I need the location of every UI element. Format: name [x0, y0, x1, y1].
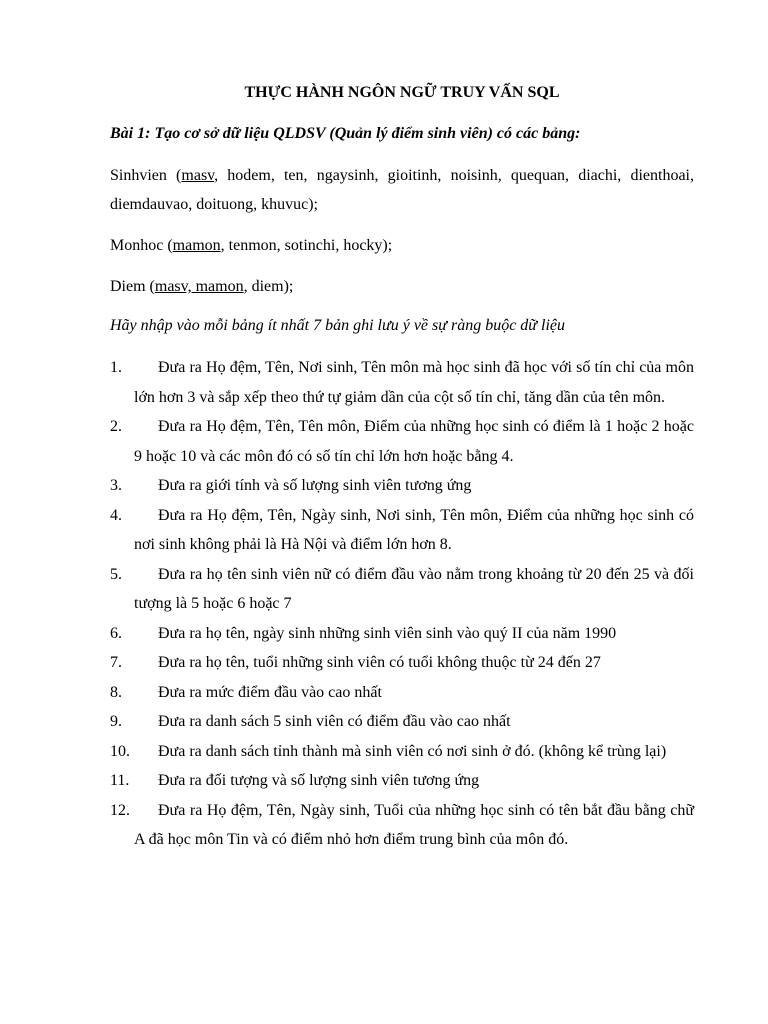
primary-key: mamon	[172, 237, 221, 254]
question-number: 9.	[110, 713, 122, 730]
question-text: Đưa ra họ tên sinh viên nữ có điểm đầu vào nằm trong khoảng từ 20 đến 25 và đối tượng là 5 hoặc 6 hoặc 7	[134, 565, 694, 612]
list-item	[110, 353, 694, 412]
list-item	[110, 737, 694, 767]
question-list	[110, 353, 694, 855]
list-item	[110, 560, 694, 619]
table-diem-definition: Diem (masv, mamon, diem);	[110, 278, 294, 295]
table-sinhvien-definition: Sinhvien (masv, hodem, ten, ngaysinh, gioitinh, noisinh, quequan, diachi, dienthoai, diemdauvao, doituong, khuvuc);	[110, 167, 695, 213]
list-item	[110, 678, 694, 708]
question-number: 6.	[110, 624, 122, 642]
table-name: Sinhvien	[110, 167, 167, 184]
list-item	[110, 619, 694, 649]
list-item	[110, 707, 694, 737]
question-text: Đưa ra danh sách 5 sinh viên có điểm đầu vào cao nhất	[158, 713, 511, 730]
question-number: 10.	[110, 742, 130, 760]
table-name: Monhoc	[110, 237, 164, 254]
table-columns: , tenmon, sotinchi, hocky);	[220, 237, 393, 254]
question-number: 5.	[110, 565, 122, 583]
question-text: Đưa ra mức điểm đầu vào cao nhất	[158, 683, 382, 701]
question-text: Đưa ra giới tính và số lượng sinh viên tương ứng	[158, 477, 472, 494]
instruction-note: Hãy nhập vào mỗi bảng ít nhất 7 bản ghi lưu ý về sự ràng buộc dữ liệu	[110, 317, 566, 334]
list-item	[110, 412, 694, 471]
question-number: 2.	[110, 418, 122, 435]
question-text: Đưa ra đối tượng và số lượng sinh viên tương ứng	[158, 772, 480, 789]
question-number: 12.	[110, 801, 130, 819]
question-number: 11.	[110, 772, 130, 789]
table-name: Diem	[110, 278, 146, 295]
document-title: THỰC HÀNH NGÔN NGỮ TRUY VẤN SQL	[244, 84, 560, 101]
question-text: Đưa ra danh sách tỉnh thành mà sinh viên có nơi sinh ở đó. (không kể trùng lại)	[158, 742, 667, 760]
question-text: Đưa ra họ tên, ngày sinh những sinh viên sinh vào quý II của năm 1990	[158, 624, 617, 642]
list-item	[110, 501, 694, 560]
document-page	[110, 80, 694, 855]
list-item	[110, 796, 694, 855]
table-monhoc-definition: Monhoc (mamon, tenmon, sotinchi, hocky);	[110, 237, 393, 254]
question-text: Đưa ra Họ đệm, Tên, Nơi sinh, Tên môn mà học sinh đã học với số tín chỉ của môn lớn hơn 3 và sắp xếp theo thứ tự giảm dần của cột số tín chỉ, tăng dần của tên môn.	[134, 359, 694, 406]
question-text: Đưa ra họ tên, tuổi những sinh viên có tuổi không thuộc từ 24 đến 27	[158, 654, 601, 671]
table-columns: , diem);	[243, 278, 294, 295]
question-number: 3.	[110, 477, 122, 494]
exercise-heading: Bài 1: Tạo cơ sở dữ liệu QLDSV (Quản lý điểm sinh viên) có các bảng:	[110, 125, 581, 142]
question-number: 1.	[110, 359, 122, 376]
list-item	[110, 471, 694, 501]
question-number: 8.	[110, 683, 122, 701]
list-item	[110, 648, 694, 678]
question-text: Đưa ra Họ đệm, Tên, Ngày sinh, Nơi sinh, Tên môn, Điểm của những học sinh có nơi sinh không phải là Hà Nội và điểm lớn hơn 8.	[134, 506, 694, 553]
table-columns: , hodem, ten, ngaysinh, gioitinh, noisinh, quequan, diachi, dienthoai, diemdauvao, doituong, khuvuc);	[110, 167, 695, 213]
question-text: Đưa ra Họ đệm, Tên, Tên môn, Điểm của những học sinh có điểm là 1 hoặc 2 hoặc 9 hoặc 10 và các môn đó có số tín chỉ lớn hơn hoặc bằng 4.	[134, 418, 694, 465]
list-item	[110, 766, 694, 796]
question-text: Đưa ra Họ đệm, Tên, Ngày sinh, Tuổi của những học sinh có tên bắt đầu bằng chữ A đã học môn Tin và có điểm nhỏ hơn điểm trung bình của môn đó.	[134, 801, 694, 848]
question-number: 7.	[110, 654, 122, 671]
primary-key: masv, mamon	[154, 278, 244, 295]
question-number: 4.	[110, 506, 122, 524]
primary-key: masv	[181, 167, 215, 184]
